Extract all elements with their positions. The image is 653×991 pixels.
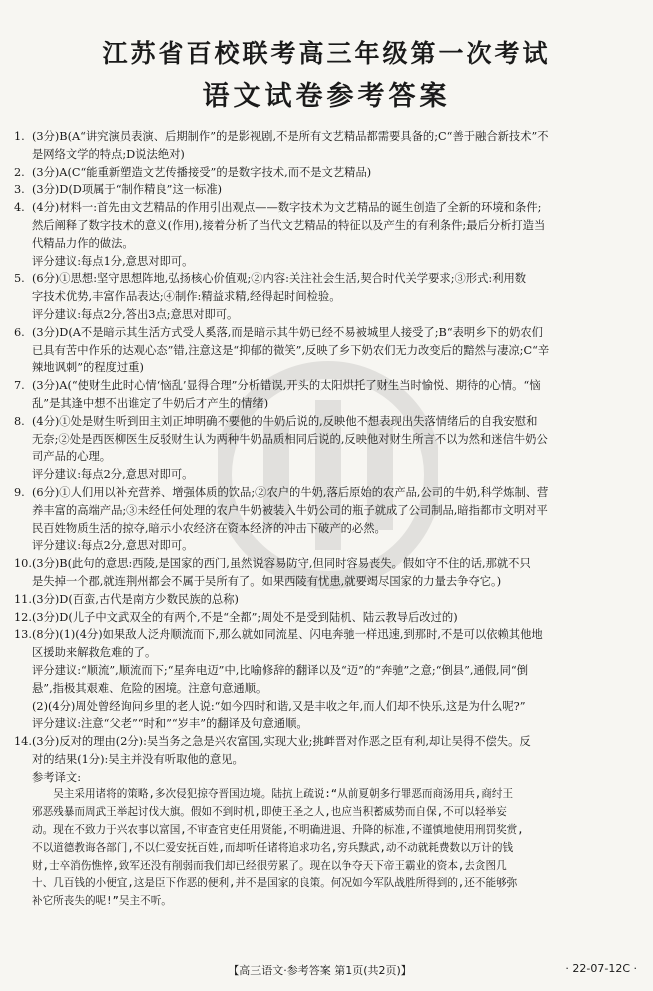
answer-line: 辣地讽刺”的程度过重) xyxy=(32,361,144,375)
answer-list xyxy=(16,128,640,911)
answer-number: 13. xyxy=(14,628,32,642)
answer-item xyxy=(16,181,640,199)
translation-line: 动。现在不致力于兴农事以富国,不审查官吏任用贤能,不明确进退、升降的标准,不谨慎地使用刑罚奖赏, xyxy=(32,824,524,837)
answer-line: 是网络文学的特点;D说法绝对) xyxy=(32,147,185,161)
answer-number: 2. xyxy=(14,165,25,179)
answer-number: 11. xyxy=(14,592,32,606)
answer-item xyxy=(16,484,640,555)
answer-line: 司产品的心理。 xyxy=(32,450,112,464)
answer-line: 代精品力作的做法。 xyxy=(32,236,134,250)
answer-number: 6. xyxy=(14,325,25,339)
answer-line: 评分建议:每点1分,意思对即可。 xyxy=(32,254,194,268)
answer-item xyxy=(16,199,640,270)
answer-number: 7. xyxy=(14,379,25,393)
answer-line: (3分)A(“使财生此时心情‘恼乱’显得合理”分析错误,开头的太阳烘托了财生当时愉悦、期待的心情。“恼 xyxy=(32,379,541,393)
exam-title: 江苏省百校联考高三年级第一次考试 xyxy=(102,39,551,68)
answer-line: 字技术优势,丰富作品表达;④制作:精益求精,经得起时间检验。 xyxy=(32,290,341,304)
answer-line: 是失掉一个郡,就连荆州都会不属于吴所有了。如果西陵有忧患,就要竭尽国家的力量去争夺它。) xyxy=(32,574,502,588)
translation-line: 财,士卒消伤憔悴,致军还没有削弱而我们却已经很劳累了。现在以争夺天下帝王霸业的资本,去贪图几 xyxy=(32,859,507,872)
answer-key-title: 语文试卷参考答案 xyxy=(202,81,451,112)
answer-line: 评分建议:注意“父老”“时和”“岁丰”的翻译及句意通顺。 xyxy=(32,717,308,731)
answer-number: 10. xyxy=(14,557,32,571)
answer-line: (3分)D(D项属于“制作精良”这一标准) xyxy=(32,183,223,197)
answer-item xyxy=(16,270,640,323)
answer-line: (3分)B(此句的意思:西陵,是国家的西门,虽然说容易防守,但同时容易丧失。假如守不住的话,那就不只 xyxy=(32,557,531,571)
answer-number: 1. xyxy=(14,130,25,143)
translation-line: 十、几百钱的小便宜,这是臣下作恶的便利,并不是国家的良策。何况如今军队战胜所得到的,还不能够弥 xyxy=(32,877,518,890)
answer-line: (6分)①人们用以补充营养、增强体质的饮品;②农户的牛奶,落后原始的农产品,公司的牛奶,科学炼制、营 xyxy=(32,485,549,499)
answer-line: (4分)材料一:首先由文艺精品的作用引出观点——数字技术为文艺精品的诞生创造了全新的环境和条件; xyxy=(32,201,542,215)
translation-line: 邪恶残暴而周武王举起讨伐大旗。假如不到时机,即使王圣之人,也应当积蓄威势而自保,不可以轻举妄 xyxy=(32,806,507,819)
answer-item xyxy=(16,733,640,786)
footer-page-info: 【高三语文·参考答案 第1页(共2页)】 xyxy=(228,964,412,977)
answer-line: 悬”,指极其艰难、危险的困境。注意句意通顺。 xyxy=(32,681,268,695)
answer-line: 评分建议:“顺流”,顺流而下;“星奔电迈”中,比喻修辞的翻译以及“迈”的“奔驰”之意;“倒县”,通假,同“倒 xyxy=(32,663,529,677)
answer-item xyxy=(16,555,640,591)
translation-line: 不以道德教诲各部门,不以仁爱安抚百姓,而却听任诸将追求功名,穷兵黩武,动不动就耗费数以万计的钱 xyxy=(32,841,514,854)
answer-line: 评分建议:每点2分,意思对即可。 xyxy=(32,468,194,482)
footer-exam-code: · 22-07-12C · xyxy=(565,962,637,975)
answer-line: (3分)D(A不是暗示其生活方式受人奚落,而是暗示其牛奶已经不易被城里人接受了;B“表明乡下的奶农们 xyxy=(32,325,543,339)
answer-line: (3分)B(A“讲究演员表演、后期制作”的是影视剧,不是所有文艺精品都需要具备的;C“善于融合新技术”不 xyxy=(32,130,549,143)
answer-number: 4. xyxy=(14,201,25,215)
answer-item xyxy=(16,413,640,484)
answer-line: (6分)①思想:坚守思想阵地,弘扬核心价值观;②内容:关注社会生活,契合时代关学要求;③形式:利用数 xyxy=(32,272,527,286)
answer-item xyxy=(16,324,640,377)
answer-line: 已具有苦中作乐的达观心态”错,注意这是“抑郁的微笑”,反映了乡下奶农们无力改变后的黯然与凄凉;C“辛 xyxy=(32,343,550,357)
answer-item xyxy=(16,377,640,413)
translation-line: 吴主采用诸将的策略,多次侵犯掠夺晋国边境。陆抗上疏说:“从前夏朝多行罪恶而商汤用兵,商纣王 xyxy=(53,788,514,801)
answer-line: 乱”是其逢中想不出谁定了牛奶后才产生的情绪) xyxy=(32,396,269,410)
answer-item xyxy=(16,609,640,627)
answer-line: (3分)A(C“能重新塑造文艺传播接受”的是数字技术,而不是文艺精品) xyxy=(32,165,372,179)
answer-line: (2)(4分)周处曾经询问乡里的老人说:“如今四时和谐,又是丰收之年,而人们却不快乐,这是为什么呢?” xyxy=(32,699,526,713)
translation-line: 补它所丧失的呢!”吴主不听。 xyxy=(32,895,172,908)
answer-item xyxy=(16,591,640,609)
answer-number: 3. xyxy=(14,183,25,197)
answer-line: 区援助来解救危难的了。 xyxy=(32,646,157,660)
page-footer xyxy=(0,962,653,980)
answer-number: 8. xyxy=(14,414,25,428)
answer-item xyxy=(16,128,640,164)
answer-line: (3分)反对的理由(2分):吴当务之急是兴农富国,实现大业;挑衅晋对作恶之臣有利,却让吴得不偿失。反 xyxy=(32,735,531,749)
answer-number: 5. xyxy=(14,272,25,286)
answer-line: 评分建议:每点2分,意思对即可。 xyxy=(32,539,194,553)
answer-line: 参考译文: xyxy=(32,770,81,784)
answer-line: 养丰富的高端产品;③未经任何处理的农户牛奶被装入牛奶公司的瓶子就成了公司制品,暗指都市文明对平 xyxy=(32,503,548,517)
answer-line: 评分建议:每点2分,答出3点;意思对即可。 xyxy=(32,307,239,321)
answer-number: 14. xyxy=(14,735,32,749)
answer-item xyxy=(16,164,640,182)
answer-line: 民百姓物质生活的掠夺,暗示小农经济在资本经济的冲击下破产的必然。 xyxy=(32,521,386,535)
answer-line: (4分)①处是财生听到田主刘正坤明确不要他的牛奶后说的,反映他不想表现出失落情绪后的自我安慰和 xyxy=(32,414,538,428)
answer-line: (3分)D(儿子中文武双全的有两个,不是“全都”;周处不是受到陆机、陆云教导后改过的) xyxy=(32,610,458,624)
answer-number: 12. xyxy=(14,610,32,624)
answer-line: 无奈;②处是西医柳医生反驳财生认为两种牛奶品质相同后说的,反映他对财生所言不以为然和迷信牛奶公 xyxy=(32,432,548,446)
answer-item xyxy=(16,626,640,733)
answer-number: 9. xyxy=(14,485,25,499)
answer-line: 对的结果(1分):吴主并没有听取他的意见。 xyxy=(32,752,244,766)
answer-line: (8分)(1)(4分)如果敌人泛舟顺流而下,那么就如同流星、闪电奔驰一样迅速,到那时,不是可以依赖其他地 xyxy=(32,628,543,642)
answer-line: (3分)D(百蛮,古代是南方少数民族的总称) xyxy=(32,592,239,606)
answer-line: 然后阐释了数字技术的意义(作用),接着分析了当代文艺精品的特征以及产生的有利条件;最后分析打造当 xyxy=(32,218,546,232)
